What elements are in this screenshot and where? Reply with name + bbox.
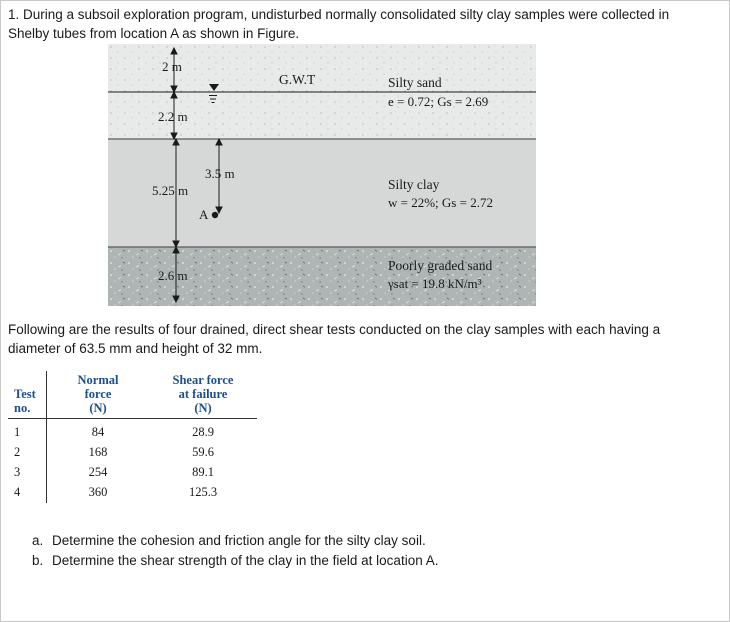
question-marker: b. <box>32 553 44 568</box>
header-shear-force: Shear force at failure (N) <box>172 373 234 415</box>
dim-label-5-25m: 5.25 m <box>152 183 189 198</box>
dim-label-2-2m: 2.2 m <box>158 109 188 124</box>
cell-normal-force: 84 <box>91 425 105 439</box>
cell-test-no: 3 <box>8 463 47 483</box>
soil-profile-figure <box>108 44 536 306</box>
dim-label-2m: 2 m <box>162 59 182 74</box>
cell-test-no: 1 <box>8 419 47 444</box>
cell-shear-force: 59.6 <box>192 445 214 459</box>
silty-clay-name: Silty clay <box>388 177 440 192</box>
point-a-label: A <box>199 207 209 222</box>
dim-label-2-6m: 2.6 m <box>158 268 188 283</box>
question-marker: a. <box>32 533 44 548</box>
table-row <box>8 483 257 503</box>
question-text: Determine the shear strength of the clay in the field at location A. <box>52 553 439 568</box>
cell-test-no: 4 <box>8 483 47 503</box>
problem-intro: 1. During a subsoil exploration program, undisturbed normally consolidated silty clay samples were collected in Shelby tubes from location A as shown in Figure. <box>8 7 670 41</box>
question-a <box>32 531 438 551</box>
cell-shear-force: 28.9 <box>192 425 214 439</box>
tests-intro: Following are the results of four drained, direct shear tests conducted on the clay samples with each having a diameter of 63.5 mm and height of 32 mm. <box>8 322 661 356</box>
direct-shear-results-table <box>8 371 257 503</box>
header-test-no: Test no. <box>8 371 47 419</box>
table-row <box>8 463 257 483</box>
cell-normal-force: 360 <box>88 485 108 499</box>
table-row <box>8 443 257 463</box>
silty-sand-props: e = 0.72; Gs = 2.69 <box>388 94 489 109</box>
cell-normal-force: 168 <box>88 445 108 459</box>
table-row <box>8 419 257 444</box>
silty-clay-props: w = 22%; Gs = 2.72 <box>388 195 493 210</box>
question-b <box>32 551 438 571</box>
question-text: Determine the cohesion and friction angle for the silty clay soil. <box>52 533 426 548</box>
header-normal-force: Normal force (N) <box>77 373 119 415</box>
question-list <box>32 531 438 571</box>
gwt-label: G.W.T <box>279 72 316 87</box>
cell-shear-force: 125.3 <box>188 485 218 499</box>
dim-label-3-5m: 3.5 m <box>205 166 235 181</box>
point-a <box>212 212 218 218</box>
silty-sand-name: Silty sand <box>388 75 442 90</box>
poorly-graded-sand-name: Poorly graded sand <box>388 258 493 273</box>
poorly-graded-sand-props: γsat = 19.8 kN/m³ <box>388 276 482 291</box>
table-header-row <box>8 371 257 419</box>
cell-normal-force: 254 <box>88 465 108 479</box>
cell-shear-force: 89.1 <box>192 465 214 479</box>
cell-test-no: 2 <box>8 443 47 463</box>
